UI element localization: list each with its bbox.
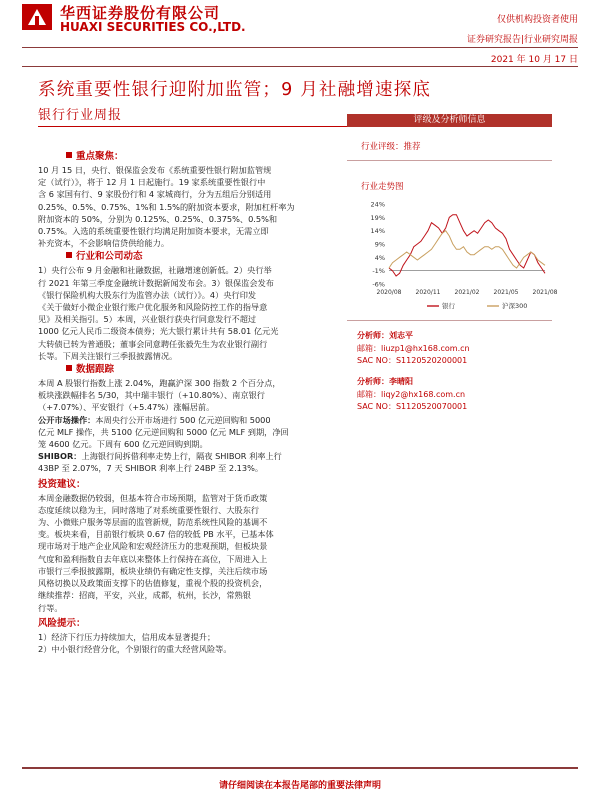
advice-line: 行等。	[38, 602, 63, 613]
sidebar-divider	[347, 160, 552, 161]
main-content	[38, 149, 346, 655]
dynamics-heading: 行业和公司动态	[38, 250, 346, 264]
dynamics-line: 《关于做好小微企业银行账户优化服务和风险防控工作的指导意	[38, 302, 268, 313]
data-heading: 数据跟踪	[38, 363, 346, 377]
risk-line: 2）中小银行经营分化，个别银行的重大经营风险等。	[38, 643, 232, 654]
focus-line: 0.25%、0.5%、0.75%、1%和 1.5%的附加资本要求，附加杠杆率为	[38, 201, 295, 212]
advice-line: 风格切换以及政策面支撑下的估值修复，重视个股的投资机会，	[38, 578, 268, 589]
risk-body	[38, 631, 346, 655]
audience-note: 仅供机构投资者使用	[496, 15, 578, 25]
dynamics-line: 大转债已转为普通股；董事会同意聘任张毅先生为农业银行副行	[38, 338, 268, 349]
subtitle-underline	[38, 126, 347, 127]
report-title: 系统重要性银行迎附加监管；9 月社融增速探底	[38, 80, 432, 100]
industry-rating: 行业评级：推荐	[361, 142, 421, 152]
dynamics-body	[38, 264, 346, 362]
shibor-line: SHIBOR：上海银行间拆借利率走势上行，隔夜 SHIBOR 利率上行	[38, 451, 282, 462]
analyst-email: 邮箱：liuzp1@hx168.com.cn	[357, 343, 470, 353]
y-tick-label: 24%	[370, 200, 385, 209]
company-logo-icon	[22, 4, 52, 30]
report-type: 证券研究报告|行业研究周报	[466, 35, 578, 45]
sidebar-divider	[347, 320, 552, 321]
analyst-sac: SAC NO：S1120520200001	[357, 356, 468, 365]
focus-line: 附加资本的 50%，分别为 0.125%、0.25%、0.375%、0.5%和	[38, 213, 278, 224]
advice-line: 继续推荐：招商，平安，兴业，成都，杭州，长沙，常熟银	[38, 590, 251, 601]
omo-line: 笼 4600 亿元。下周有 600 亿元逆回购到期。	[38, 439, 208, 450]
risk-heading: 风险提示：	[38, 617, 86, 629]
report-date: 2021 年 10 月 17 日	[490, 55, 578, 65]
header-divider	[22, 47, 578, 48]
focus-heading: 重点聚焦：	[38, 150, 346, 164]
advice-line: 本周金融数据仍较弱，但基本符合市场预期，监管对于货币政策	[38, 492, 268, 503]
analyst-name: 分析师：刘志平	[357, 331, 413, 340]
rating-sidebar	[347, 114, 558, 411]
analyst-2	[357, 376, 467, 414]
x-tick-label: 2020/11	[415, 289, 441, 296]
advice-line: 气度和盈利指数自去年底以来整体上行保持在高位，下周进入上	[38, 553, 268, 564]
header-divider-2	[22, 66, 578, 67]
advice-heading: 投资建议：	[38, 478, 86, 490]
y-tick-label: -1%	[372, 267, 385, 276]
dynamics-line: 1）央行公布 9 月金融和社融数据，社融增速创新低。2）央行举	[38, 265, 272, 276]
analyst-1	[357, 330, 470, 368]
data-line: 本周 A 股银行指数上涨 2.04%，跑赢沪深 300 指数 2 个百分点，	[38, 378, 281, 389]
legend-label: 银行	[442, 302, 455, 310]
x-tick-label: 2021/02	[454, 289, 480, 296]
dynamics-line: 长等。下周关注银行三季报披露情况。	[38, 350, 178, 361]
series-line-bank	[389, 215, 545, 276]
data-line: 板块涨跌幅排名 5/30，其中瑞丰银行（+10.80%）、南京银行	[38, 390, 265, 401]
legend-label: 沪深300	[502, 302, 528, 310]
advice-line: 变。板块来看，目前银行板块 0.67 倍的较低 PB 水平，已基本体	[38, 529, 274, 540]
dynamics-line: 1000 亿元人民币二级资本债券；光大银行累计共有 58.01 亿元光	[38, 326, 279, 337]
report-subtitle: 银行行业周报	[38, 108, 123, 123]
focus-line: 0.75%。入选的系统重要性银行均满足附加资本要求，无需立即	[38, 226, 269, 237]
focus-line: 10 月 15 日，央行、银保监会发布《系统重要性银行附加监管规	[38, 165, 272, 175]
dynamics-line: 《银行保险机构大股东行为监管办法（试行）》。4）央行印发	[38, 289, 257, 300]
y-tick-label: 19%	[370, 213, 385, 222]
focus-line: 补充资本，不会影响信贷供给能力。	[38, 238, 170, 249]
footer-divider	[22, 767, 578, 769]
y-tick-label: -6%	[372, 280, 385, 289]
y-tick-label: 14%	[370, 227, 385, 236]
focus-body	[38, 164, 346, 249]
omo-line: 公开市场操作：本周央行公开市场进行 500 亿元逆回购和 5000	[38, 414, 271, 425]
data-line: （+7.07%）、平安银行（+5.47%）涨幅居前。	[38, 402, 215, 413]
x-tick-label: 2020/08	[376, 289, 402, 296]
omo-line: 亿元 MLF 操作，共 5100 亿元逆回购和 5000 亿元 MLF 到期，净回	[38, 426, 289, 437]
advice-body	[38, 492, 346, 614]
dynamics-line: 见》及相关指引。5）本周，兴业银行获央行同意发行不超过	[38, 314, 257, 325]
analyst-sac: SAC NO：S1120520070001	[357, 402, 468, 411]
y-tick-label: 4%	[374, 253, 385, 262]
shibor-line: 43BP 至 2.07%，7 天 SHIBOR 利率上行 24BP 至 2.13%。	[38, 463, 264, 474]
y-tick-label: 9%	[374, 240, 385, 249]
legal-footer: 请仔细阅读在本报告尾部的重要法律声明	[218, 781, 381, 791]
company-name-en: HUAXI SECURITIES CO.,LTD.	[60, 20, 246, 34]
x-tick-label: 2021/05	[493, 289, 519, 296]
company-name-cn: 华西证券股份有限公司	[60, 4, 221, 22]
focus-line: 定（试行）》，将于 12 月 1 日起施行。19 家系统重要性银行中	[38, 177, 266, 188]
advice-line: 现市场对于地产企业风险和宏观经济压力的悲观预期，但板块景	[38, 541, 268, 552]
chart-label: 行业走势图	[361, 182, 404, 192]
advice-line: 为、小微账户服务等层面的监管新规，防范系统性风险的基调不	[38, 517, 268, 528]
x-tick-label: 2021/08	[532, 289, 558, 296]
analyst-name: 分析师：李晴阳	[357, 377, 413, 386]
advice-line: 态度延续以稳为主，同时落地了对系统重要性银行、大股东行	[38, 504, 260, 515]
advice-line: 市银行三季报披露期，板块业绩仍有确定性支撑，关注后续市场	[38, 565, 268, 576]
risk-line: 1）经济下行压力持续加大，信用成本显著提升；	[38, 631, 216, 642]
data-body	[38, 377, 346, 414]
analyst-email: 邮箱：liqy2@hx168.com.cn	[357, 389, 466, 399]
dynamics-line: 行 2021 年第三季度金融统计数据新闻发布会。3）银保监会发布	[38, 277, 274, 288]
focus-line: 含 6 家国有行、9 家股份行和 4 家城商行，分为五组后分别适用	[38, 189, 272, 200]
sidebar-title: 评级及分析师信息	[347, 114, 552, 127]
